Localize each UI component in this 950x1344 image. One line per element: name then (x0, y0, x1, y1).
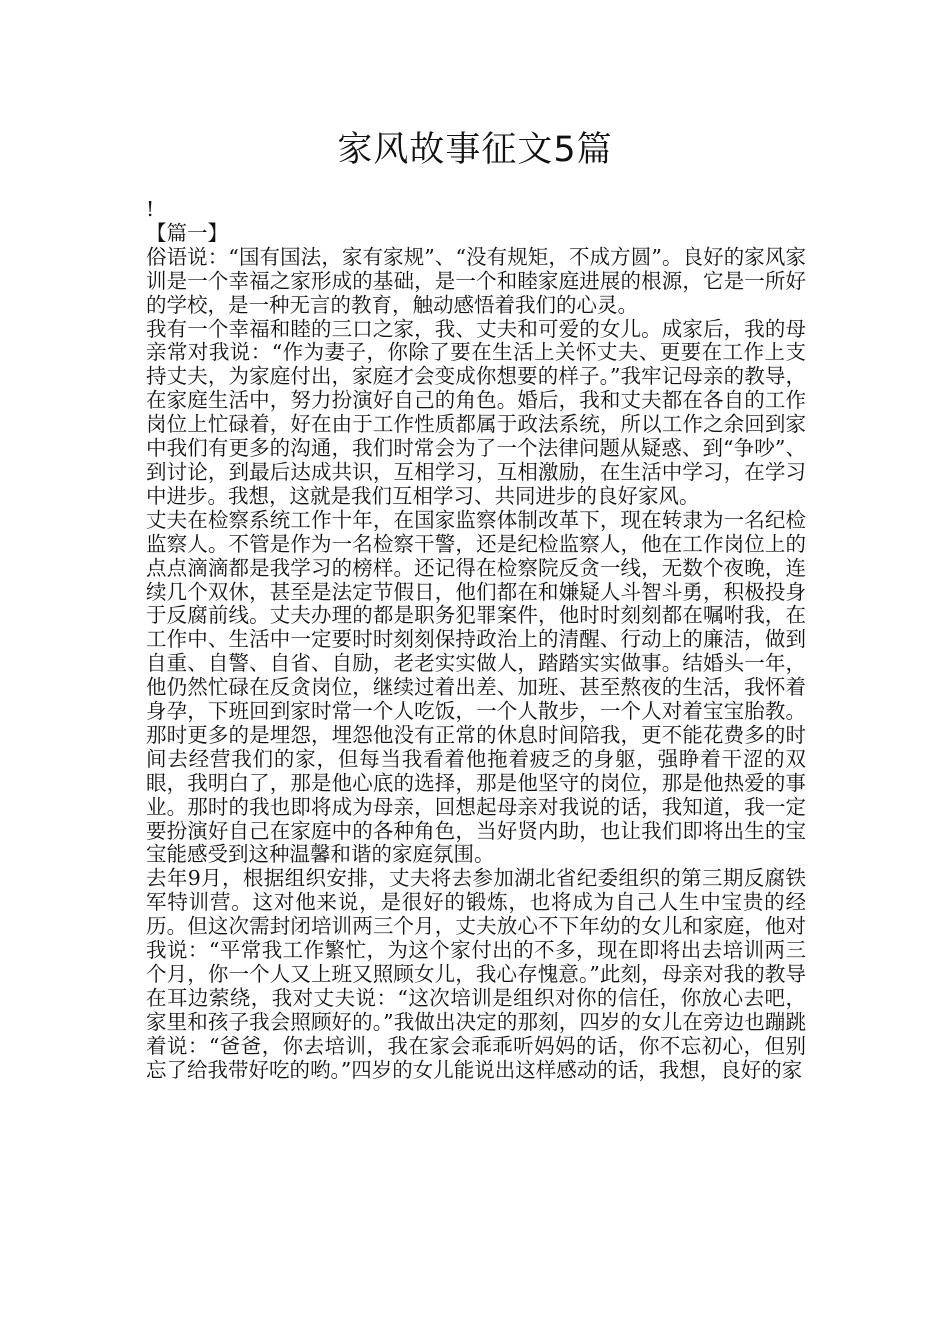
exclamation-mark: ! (146, 197, 155, 221)
paragraph-1: 俗语说：“国有国法，家有家规”、“没有规矩，不成方圆”。良好的家风家训是一个幸福之家形成的基础，是一个和睦家庭进展的根源，它是一所好的学校，是一种无言的教育，触动感悟着我们的心灵。 (146, 244, 806, 317)
document-title: 家风故事征文5篇 (337, 130, 613, 170)
document-body (146, 198, 806, 1083)
paragraph-4: 去年9月，根据组织安排，丈夫将去参加湖北省纪委组织的第三期反腐铁军特训营。这对他来说，是很好的锻炼，也将成为自己人生中宝贵的经历。但这次需封闭培训两三个月，丈夫放心不下年幼的女儿和家庭，他对我说：“平常我工作繁忙，为这个家付出的不多，现在即将出去培训两三个月，你一个人又上班又照顾女儿，我心存愧意。”此刻，母亲对我的教导在耳边萦绕，我对丈夫说：“这次培训是组织对你的信任，你放心去吧，家里和孩子我会照顾好的。”我做出决定的那刻，四岁的女儿在旁边也蹦跳着说：“爸爸，你去培训，我在家会乖乖听妈妈的话，你不忘初心，但别忘了给我带好吃的哟。”四岁的女儿能说出这样感动的话，我想，良好的家 (146, 866, 806, 1082)
paragraph-3: 丈夫在检察系统工作十年，在国家监察体制改革下，现在转隶为一名纪检监察人。不管是作为一名检察干警，还是纪检监察人，他在工作岗位上的点点滴滴都是我学习的榜样。还记得在检察院反贪一线，无数个夜晚，连续几个双休，甚至是法定节假日，他们都在和嫌疑人斗智斗勇，积极投身于反腐前线。丈夫办理的都是职务犯罪案件，他时时刻刻都在嘱咐我，在工作中、生活中一定要时时刻刻保持政治上的清醒、行动上的廉洁，做到自重、自警、自省、自励，老老实实做人，踏踏实实做事。结婚头一年，他仍然忙碌在反贪岗位，继续过着出差、加班、甚至熬夜的生活，我怀着身孕，下班回到家时常一个人吃饭，一个人散步，一个人对着宝宝胎教。那时更多的是埋怨，埋怨他没有正常的休息时间陪我，更不能花费多的时间去经营我们的家，但每当我看着他拖着疲乏的身躯，强睁着干涩的双眼，我明白了，那是他心底的选择，那是他坚守的岗位，那是他热爱的事业。那时的我也即将成为母亲，回想起母亲对我说的话，我知道，我一定要扮演好自己在家庭中的各种角色，当好贤内助，也让我们即将出生的宝宝能感受到这种温馨和谐的家庭氛围。 (146, 507, 806, 867)
paragraph-2: 我有一个幸福和睦的三口之家，我、丈夫和可爱的女儿。成家后，我的母亲常对我说：“作为妻子，你除了要在生活上关怀丈夫、更要在工作上支持丈夫，为家庭付出，家庭才会变成你想要的样子。”我牢记母亲的教导，在家庭生活中，努力扮演好自己的角色。婚后，我和丈夫都在各自的工作岗位上忙碌着，好在由于工作性质都属于政法系统，所以工作之余回到家中我们有更多的沟通，我们时常会为了一个法律问题从疑惑、到“争吵”、到讨论，到最后达成共识，互相学习，互相激励，在生活中学习，在学习中进步。我想，这就是我们互相学习、共同进步的良好家风。 (146, 316, 806, 508)
section-heading: 【篇一】 (146, 220, 228, 245)
